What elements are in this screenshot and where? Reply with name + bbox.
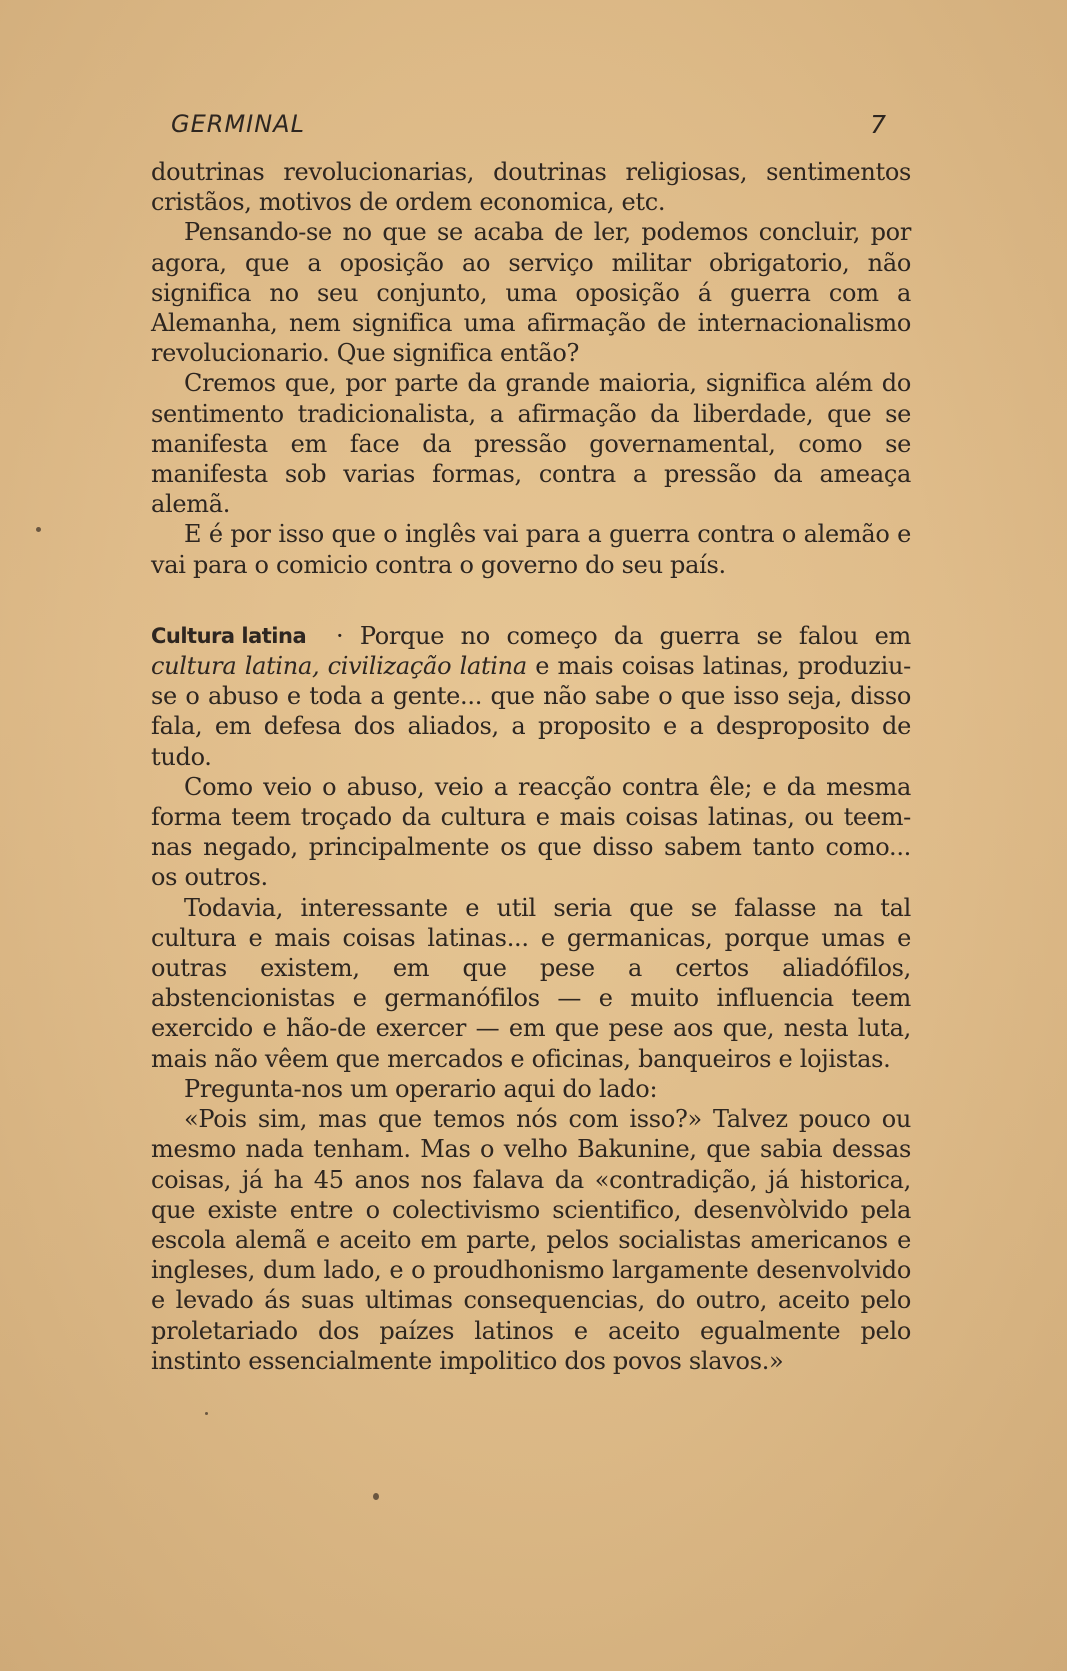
paragraph: Pensando-se no que se acaba de ler, podemos concluir, por agora, que a oposição ao serviço militar obrigatorio, não significa no seu conjunto, uma oposição á guerra com a Alemanha, nem significa uma afirmação de internacionalismo revolucionario. Que significa então?	[151, 218, 911, 368]
running-header	[171, 110, 886, 146]
paragraph: Pregunta-nos um operario aqui do lado:	[184, 1074, 658, 1103]
section-first-paragraph	[151, 621, 911, 772]
section-heading: Cultura latina	[151, 623, 307, 648]
paper-speck	[373, 1493, 379, 1500]
paragraph: Todavia, interessante e util seria que se falasse na tal cultura e mais coisas latinas... e germanicas, porque umas e outras existem, em que pese a certos aliadófilos, abstencionistas e germanófilos — e muito influencia teem exercido e hão-de exercer — em que pese aos que, nesta luta, mais não vêem que mercados e oficinas, banqueiros e lojistas.	[151, 893, 911, 1073]
paragraph: Como veio o abuso, veio a reacção contra êle; e da mesma forma teem troçado da cultura e mais coisas latinas, ou teem-nas negado, principalmente os que disso sabem tanto como... os outros.	[151, 772, 911, 892]
emphasis-text: cultura latina, civilização latina	[151, 652, 527, 681]
paragraph: E é por isso que o inglês vai para a guerra contra o alemão e vai para o comicio contra o governo do seu país.	[151, 520, 911, 579]
running-title: GERMINAL	[171, 110, 305, 138]
section-cultura-latina	[151, 621, 911, 1376]
paper-speck	[205, 1412, 208, 1415]
paragraph-continued: doutrinas revolucionarias, doutrinas religiosas, sentimentos cristãos, motivos de ordem economica, etc.	[151, 158, 911, 217]
section-text-start: · Porque no começo da guerra se falou em	[336, 621, 911, 650]
paragraph: Cremos que, por parte da grande maioria, significa além do sentimento tradicionalista, a afirmação da liberdade, que se manifesta em face da pressão governamental, como se manifesta sob varias formas, contra a pressão da ameaça alemã.	[151, 369, 911, 519]
page-body	[151, 157, 911, 1376]
paragraph: «Pois sim, mas que temos nós com isso?» Talvez pouco ou mesmo nada tenham. Mas o velho Bakunine, que sabia dessas coisas, já ha 45 anos nos falava da «contradição, já historica, que existe entre o colectivismo scientifico, desenvòlvido pela escola alemã e aceito em parte, pelos socialistas americanos e ingleses, dum lado, e o proudhonismo largamente desenvolvido e levado ás suas ultimas consequencias, do outro, aceito pelo proletariado dos paízes latinos e aceito egualmente pelo instinto essencialmente impolitico dos povos slavos.»	[151, 1105, 911, 1375]
section-text-rest: e mais coisas latinas, produziu-se o abuso e toda a gente... que não sabe o que isso seja, disso fala, em defesa dos aliados, a proposito e a desproposito de tudo.	[151, 652, 911, 771]
page-number: 7	[870, 110, 886, 139]
section-gap	[151, 580, 911, 621]
paper-speck	[36, 527, 41, 532]
